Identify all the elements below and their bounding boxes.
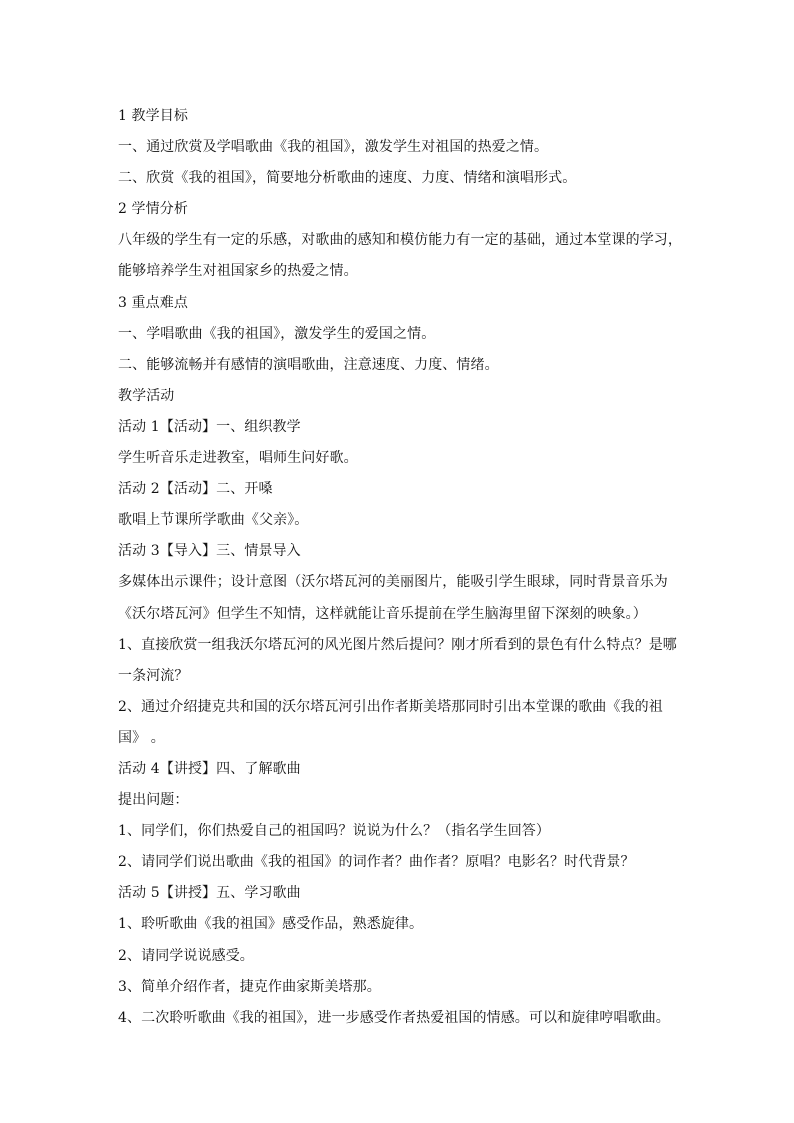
section-heading-student-analysis: 2 学情分析 xyxy=(118,201,188,218)
paragraph-line: 3、简单介绍作者，捷克作曲家斯美塔那。 xyxy=(118,978,381,995)
document-body xyxy=(118,101,682,1034)
paragraph-line: 多媒体出示课件；设计意图（沃尔塔瓦河的美丽图片，能吸引学生眼球，同时背景音乐为 xyxy=(118,574,668,591)
paragraph-line: 能够培养学生对祖国家乡的热爱之情。 xyxy=(118,263,358,280)
paragraph-line: 一、学唱歌曲《我的祖国》，激发学生的爱国之情。 xyxy=(118,325,436,342)
paragraph-line: 八年级的学生有一定的乐感，对歌曲的感知和模仿能力有一定的基础，通过本堂课的学习， xyxy=(118,232,682,249)
paragraph-line: 1、聆听歌曲《我的祖国》感受作品，熟悉旋律。 xyxy=(118,916,424,933)
paragraph-line: 2、请同学说说感受。 xyxy=(118,947,254,964)
paragraph-line: 2、通过介绍捷克共和国的沃尔塔瓦河引出作者斯美塔那同时引出本堂课的歌曲《我的祖 xyxy=(118,698,663,715)
activity-heading: 活动 2【活动】二、开嗓 xyxy=(118,481,273,498)
paragraph-line: 二、欣赏《我的祖国》，简要地分析歌曲的速度、力度、情绪和演唱形式。 xyxy=(118,170,577,187)
paragraph-line: 4、二次聆听歌曲《我的祖国》，进一步感受作者热爱祖国的情感。可以和旋律哼唱歌曲。 xyxy=(118,1009,670,1026)
paragraph-line: 学生听音乐走进教室，唱师生问好歌。 xyxy=(118,450,358,467)
paragraph-line: 歌唱上节课所学歌曲《父亲》。 xyxy=(118,512,309,529)
paragraph-line: 《沃尔塔瓦河》但学生不知情，这样就能让音乐提前在学生脑海里留下深刻的映象。） xyxy=(118,605,647,622)
section-heading-activities: 教学活动 xyxy=(118,387,175,404)
paragraph-line: 一条河流？ xyxy=(118,667,189,684)
paragraph-line: 一、通过欣赏及学唱歌曲《我的祖国》，激发学生对祖国的热爱之情。 xyxy=(118,139,549,156)
section-heading-teaching-goals: 1 教学目标 xyxy=(118,108,188,124)
paragraph-line: 2、请同学们说出歌曲《我的祖国》的词作者？曲作者？原唱？电影名？时代背景？ xyxy=(118,854,635,871)
activity-heading: 活动 5【讲授】五、学习歌曲 xyxy=(118,885,301,902)
paragraph-line: 二、能够流畅并有感情的演唱歌曲，注意速度、力度、情绪。 xyxy=(118,356,499,373)
paragraph-line: 国》 。 xyxy=(118,729,165,746)
activity-heading: 活动 1【活动】一、组织教学 xyxy=(118,418,301,435)
paragraph-line: 1、同学们，你们热爱自己的祖国吗？说说为什么？（指名学生回答） xyxy=(118,823,551,840)
section-heading-key-points: 3 重点难点 xyxy=(118,294,188,311)
activity-heading: 活动 4【讲授】四、了解歌曲 xyxy=(118,760,301,777)
paragraph-line: 1、直接欣赏一组我沃尔塔瓦河的风光图片然后提问？刚才所看到的景色有什么特点？是哪 xyxy=(118,636,677,653)
activity-heading: 活动 3【导入】三、情景导入 xyxy=(118,543,301,560)
paragraph-line: 提出问题： xyxy=(118,792,189,809)
